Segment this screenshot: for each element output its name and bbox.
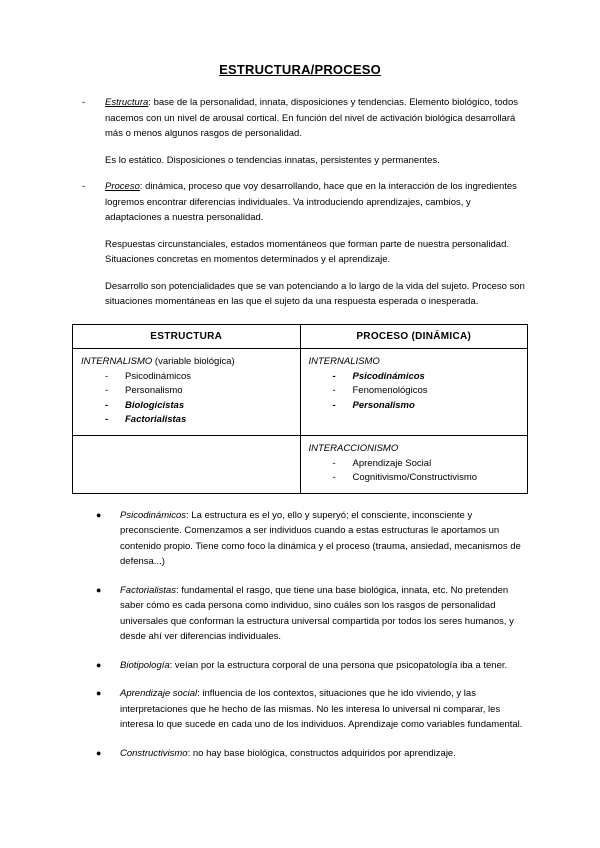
bullet-icon: ● [96, 659, 102, 670]
cell-proceso-internalismo [300, 348, 528, 435]
cell-list [309, 370, 520, 414]
note-aprendizaje-social [72, 686, 528, 733]
list-item-label: Factorialistas [125, 414, 187, 425]
note-body: no hay base biológica, constructos adquiridos por aprendizaje. [190, 747, 456, 759]
note-body: veían por la estructura corporal de una persona que psicopatología iba a tener. [172, 659, 508, 671]
dash-marker: - [105, 414, 109, 425]
dash-marker: - [105, 399, 109, 411]
section-term-proceso: Proceso [105, 181, 140, 192]
proceso-followup-1: Respuestas circunstanciales, estados momentáneos que forman parte de nuestra personalidad. Situaciones concretas en momentos determinados y el aprendizaje. [105, 238, 509, 265]
list-item [333, 370, 520, 385]
list-item [105, 399, 292, 414]
note-body: influencia de los contextos, situaciones que he ido viviendo, y las interpretaciones que he hecho de las mismas. No les interesa lo universal ni comparar, les interesa lo que sucede en cada uno de los individuos. Aprendizaje como variables fundamental. [120, 688, 523, 730]
list-item [105, 384, 292, 399]
list-item [333, 471, 520, 486]
note-term-suffix: : [175, 584, 179, 596]
dash-marker: - [105, 385, 109, 396]
note-term-suffix: : [187, 747, 191, 759]
note-constructivismo [72, 746, 528, 762]
list-item-label: Fenomenológicos [352, 385, 428, 396]
estructura-followup-1: Es lo estático. Disposiciones o tendencias innatas, persistentes y permanentes. [105, 154, 440, 166]
section-term-suffix: : [148, 97, 151, 108]
note-term: Biotipología [120, 659, 170, 671]
list-item [333, 457, 520, 472]
note-term: Factorialistas [120, 584, 176, 596]
section-proceso [72, 179, 528, 226]
list-item-label: Biologicistas [125, 399, 185, 411]
notes-list [72, 508, 528, 762]
list-item-label: Psicodinámicos [125, 370, 191, 382]
cell-title-italic: INTERNALISMO [308, 355, 380, 367]
note-term: Constructivismo [120, 747, 188, 759]
cell-title [309, 354, 520, 369]
list-item-label: Personalismo [125, 385, 183, 396]
comparison-table [72, 324, 528, 494]
section-body: dinámica, proceso que voy desarrollando, hace que en la interacción de los ingredientes logremos encontrar diferencias individuales. Va introduciendo aprendizajes, cambios, y adaptaciones a nuestra personalidad. [105, 181, 517, 223]
bullet-icon: ● [96, 688, 102, 698]
table-row [73, 348, 528, 435]
table-row [73, 435, 528, 493]
list-item-label: Aprendizaje Social [352, 457, 432, 469]
note-term-suffix: : [169, 659, 173, 671]
dash-marker: - [332, 399, 336, 411]
section-term-estructura: Estructura [105, 97, 149, 108]
table-header-row [73, 324, 528, 348]
cell-proceso-interaccionismo [300, 435, 528, 493]
dash-marker: - [105, 370, 109, 382]
dash-marker: - [332, 370, 336, 382]
cell-title [309, 441, 520, 456]
cell-title-italic: INTERACCIONISMO [308, 442, 399, 454]
dash-marker: - [332, 472, 336, 483]
bullet-icon: ● [96, 747, 102, 758]
table-header-proceso: PROCESO (DINÁMICA) [300, 324, 528, 348]
cell-title [81, 354, 292, 369]
list-item [105, 370, 292, 385]
cell-list [309, 457, 520, 486]
section-estructura [72, 95, 528, 142]
dash-marker: - [332, 457, 336, 469]
note-term: Psicodinámicos [120, 509, 186, 521]
section-body: base de la personalidad, innata, disposiciones y tendencias. Elemento biológico, todos nacemos con un nivel de arousal cortical. En función del nivel de activación biológica desarrollará más o menos algunos rasgos de personalidad. [105, 97, 518, 139]
list-item-label: Psicodinámicos [352, 370, 425, 382]
dash-marker: - [82, 181, 86, 192]
note-term-suffix: : [197, 688, 200, 699]
cell-estructura-internalismo [73, 348, 301, 435]
note-term: Aprendizaje social [120, 688, 198, 699]
page-title: ESTRUCTURA/PROCESO [219, 62, 381, 77]
section-estructura-paragraph [105, 95, 528, 142]
table-header-estructura: ESTRUCTURA [73, 324, 301, 348]
note-body: fundamental el rasgo, que tiene una base biológica, innata, etc. No pretenden saber cómo es cada persona como individuo, sino cuáles son los rasgos de personalidad universales que conforman la estructura universal compartida por todos los seres humanos, y desde ahí ver diferencias individuales. [120, 584, 514, 642]
dash-marker: - [82, 97, 86, 108]
list-item-label: Personalismo [352, 399, 415, 411]
note-factorialistas [72, 583, 528, 645]
list-item [333, 384, 520, 399]
cell-list [81, 370, 292, 428]
section-term-suffix: : [139, 181, 143, 192]
bullet-icon: ● [96, 509, 102, 520]
bullet-icon: ● [96, 584, 102, 595]
cell-title-normal: (variable biológica) [152, 355, 235, 367]
cell-title-italic: INTERNALISMO [81, 355, 153, 367]
list-item [105, 413, 292, 428]
list-item [333, 399, 520, 414]
section-proceso-paragraph [105, 179, 528, 226]
cell-estructura-empty [73, 435, 301, 493]
dash-marker: - [332, 385, 336, 396]
note-psicodinamicos [72, 508, 528, 570]
proceso-followup-2: Desarrollo son potencialidades que se van potenciando a lo largo de la vida del sujeto. Proceso son situaciones momentáneas en las que el sujeto da una respuesta esperada o inesperada. [105, 280, 525, 307]
note-biotipologia [72, 658, 528, 674]
list-item-label: Cognitivismo/Constructivismo [352, 472, 478, 483]
note-body: La estructura es el yo, ello y superyó; el consciente, inconsciente y preconsciente. Comenzamos a ser individuos cuando a estas estructuras le aportamos un contenido propio. Tiene como foco la dinámica y el proceso (trauma, ansiedad, mecanismos de defensa...) [120, 509, 521, 567]
note-term-suffix: : [186, 509, 189, 521]
